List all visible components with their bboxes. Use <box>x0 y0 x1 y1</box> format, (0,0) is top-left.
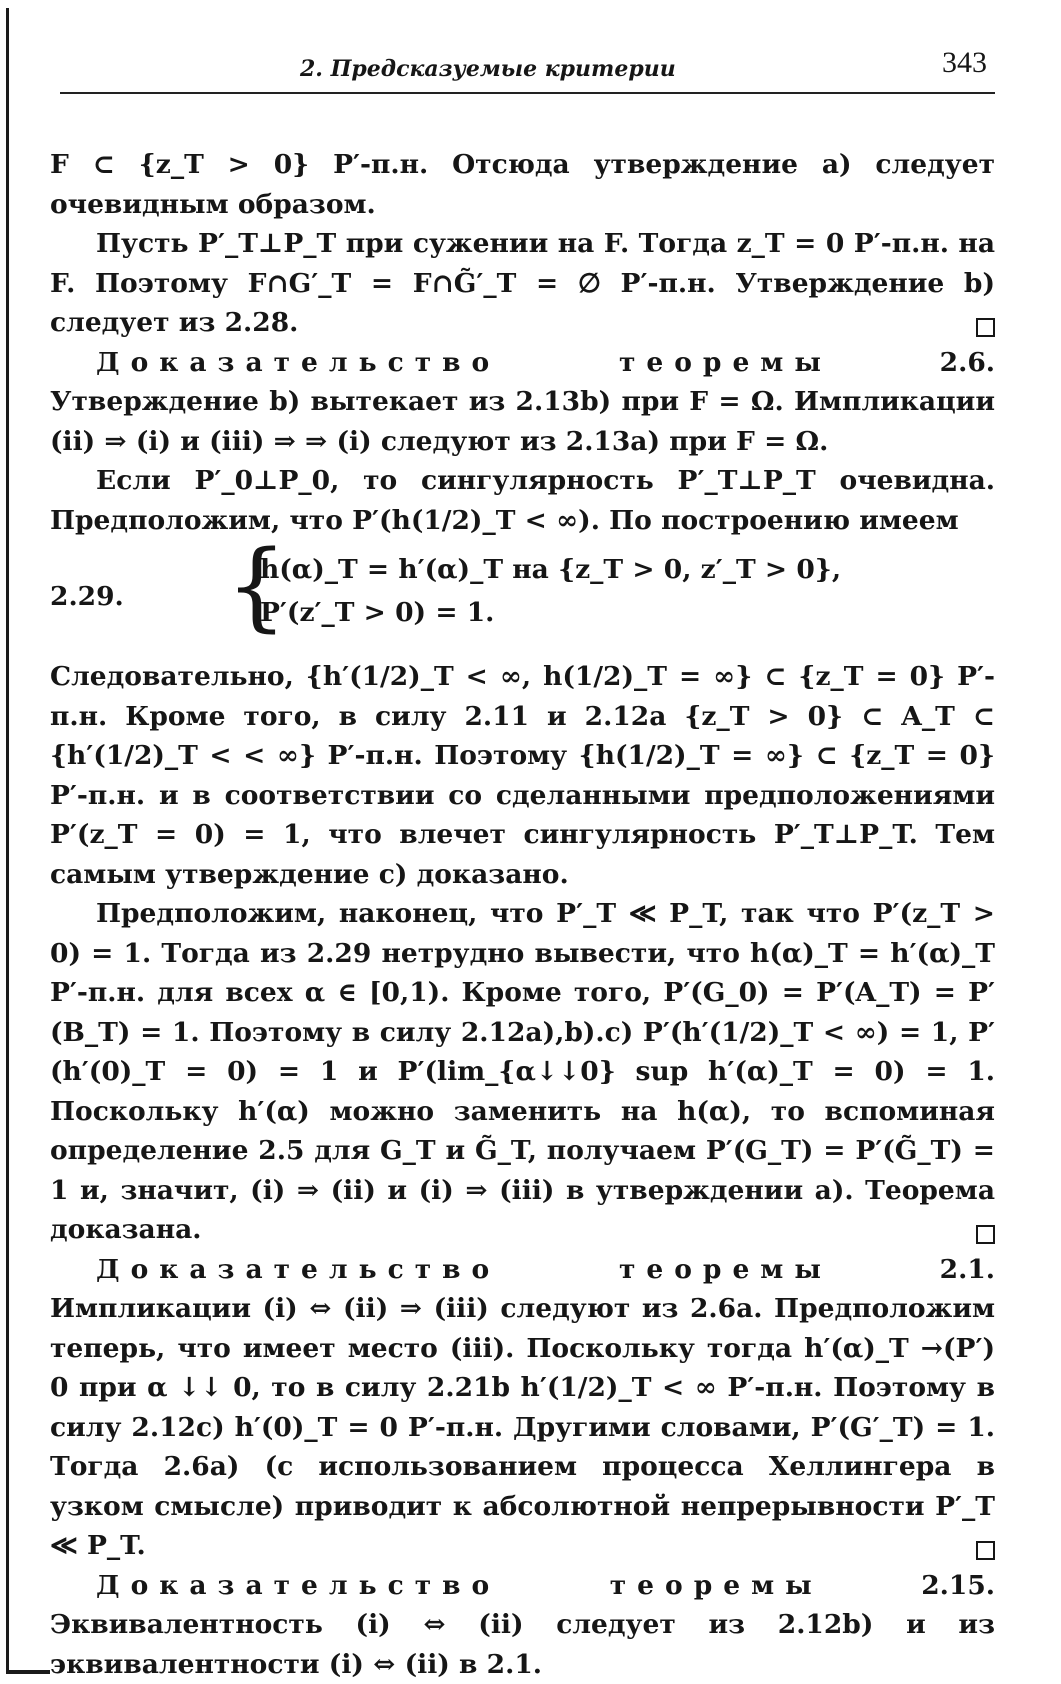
page-body <box>50 145 995 1684</box>
paragraph-3-text: 2.6. Утверждение b) вытекает из 2.13b) при F = Ω. Импликации (ii) ⇒ (i) и (iii) ⇒ ⇒ (i) следуют из 2.13a) при F = Ω. <box>50 346 995 457</box>
proof-heading: Доказательство теоремы <box>96 346 832 378</box>
left-brace-icon: { <box>226 530 288 642</box>
paragraph-2 <box>50 224 995 343</box>
qed-square-icon <box>976 1541 995 1560</box>
scan-border-bottom <box>6 1670 50 1674</box>
formula-2-29 <box>50 530 995 645</box>
paragraph-3 <box>50 343 995 462</box>
scan-border-left <box>6 8 9 1673</box>
page-number: 343 <box>942 46 987 79</box>
formula-line-1: h(α)_T = h′(α)_T на {z_T > 0, z′_T > 0}, <box>260 554 842 585</box>
paragraph-7 <box>50 1250 995 1566</box>
paragraph-2-text: Пусть P′_T⊥P_T при сужении на F. Тогда z_T = 0 P′-п.н. на F. Поэтому F∩G′_T = F∩G̃′_T = ∅ P′-п.н. Утверждение b) следует из 2.28. <box>50 228 995 338</box>
paragraph-6-text: Предположим, наконец, что P′_T ≪ P_T, так что P′(z_T > 0) = 1. Тогда из 2.29 нетрудно вывести, что h(α)_T = h′(α)_T P′-п.н. для всех α ∈ [0,1). Кроме того, P′(G_0) = P′(A_T) = P′(B_T) = 1. Поэтому в силу 2.12a),b).c) P′(h′(1/2)_T < ∞) = 1, P′(h′(0)_T = 0) = 1 и P′(lim_{α↓↓0} sup h′(α)_T = 0) = 1. Поскольку h′(α) можно заменить на h(α), то вспоминая определение 2.5 для G_T и G̃_T, получаем P′(G_T) = P′(G̃_T) = 1 и, значит, (i) ⇒ (ii) и (i) ⇒ (iii) в утверждении a). Теорема доказана. <box>50 898 995 1245</box>
paragraph-1: F ⊂ {z_T > 0} P′-п.н. Отсюда утверждение a) следует очевидным образом. <box>50 149 995 220</box>
formula-number: 2.29. <box>50 581 124 612</box>
paragraph-8 <box>50 1566 995 1684</box>
paragraph-6 <box>50 894 995 1250</box>
paragraph-7-text: 2.1. Импликации (i) ⇔ (ii) ⇒ (iii) следуют из 2.6a. Предположим теперь, что имеет место (iii). Поскольку тогда h′(α)_T →(P′) 0 при α ↓↓ 0, то в силу 2.21b h′(1/2)_T < ∞ P′-п.н. Поэтому в силу 2.12c) h′(0)_T = 0 P′-п.н. Другими словами, P′(G′_T) = 1. Тогда 2.6a) (с использованием процесса Хеллингера в узком смысле) приводит к абсолютной непрерывности P′_T ≪ P_T. <box>50 1253 995 1561</box>
paragraph-5: Следовательно, {h′(1/2)_T < ∞, h(1/2)_T = ∞} ⊂ {z_T = 0} P′-п.н. Кроме того, в силу 2.11 и 2.12a {z_T > 0} ⊂ A_T ⊂ {h′(1/2)_T < < ∞} P′-п.н. Поэтому {h(1/2)_T = ∞} ⊂ {z_T = 0} P′-п.н. и в соответствии со сделанными предположениями P′(z_T = 0) = 1, что влечет сингулярность P′_T⊥P_T. Тем самым утверждение c) доказано. <box>50 661 995 890</box>
formula-line-2: P′(z′_T > 0) = 1. <box>260 597 495 628</box>
page-header <box>60 44 995 94</box>
proof-heading: Доказательство теоремы <box>96 1253 832 1285</box>
paragraph-4: Если P′_0⊥P_0, то сингулярность P′_T⊥P_T очевидна. Предположим, что P′(h(1/2)_T < ∞). По построению имеем <box>50 465 995 536</box>
proof-heading: Доказательство теоремы <box>96 1569 823 1601</box>
running-title: 2. Предсказуемые критерии <box>300 56 676 82</box>
qed-square-icon <box>976 318 995 337</box>
qed-square-icon <box>976 1225 995 1244</box>
paragraph-8-text: 2.15. Эквивалентность (i) ⇔ (ii) следует из 2.12b) и из эквивалентности (i) ⇔ (ii) в 2.1. <box>50 1569 995 1680</box>
